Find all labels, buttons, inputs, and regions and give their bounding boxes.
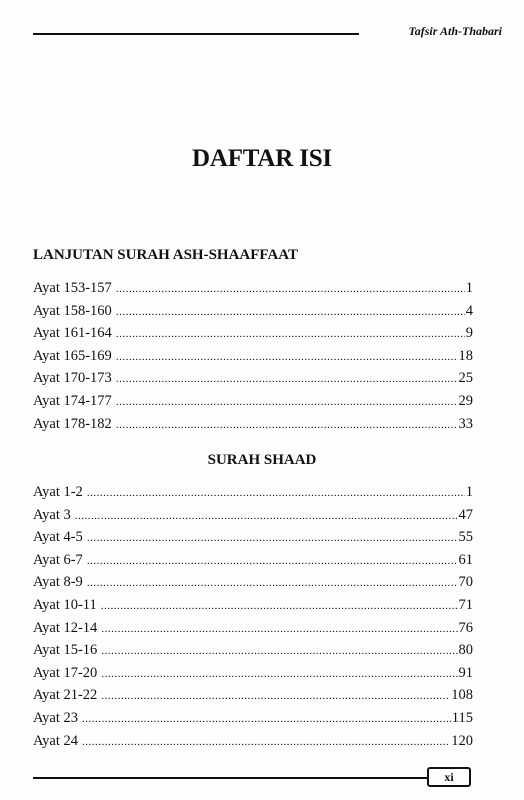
- toc-entry[interactable]: [33, 300, 473, 323]
- toc-entry[interactable]: [33, 481, 473, 504]
- toc-entry-label: Ayat 6-7: [33, 551, 83, 568]
- dot-leader: [101, 640, 457, 663]
- toc-entry-page: 33: [458, 415, 473, 432]
- page-title: DAFTAR ISI: [192, 145, 332, 172]
- toc-entry[interactable]: [33, 277, 473, 300]
- dot-leader: [82, 708, 451, 731]
- toc-entry-label: Ayat 3: [33, 506, 71, 523]
- toc-entry-page: 108: [451, 687, 473, 704]
- toc-entry-label: Ayat 15-16: [33, 642, 98, 659]
- toc-entry-page: 29: [458, 392, 473, 409]
- running-head: Tafsir Ath-Thabari: [408, 24, 502, 38]
- dot-leader: [82, 731, 450, 754]
- dot-leader: [116, 414, 458, 437]
- dot-leader: [116, 278, 465, 301]
- dot-leader: [75, 505, 458, 528]
- toc-entry[interactable]: [33, 504, 473, 527]
- toc-entry-page: 47: [458, 506, 473, 523]
- toc-entry-label: Ayat 10-11: [33, 596, 97, 613]
- toc-entry[interactable]: [33, 730, 473, 753]
- toc-entry-page: 70: [458, 574, 473, 591]
- toc-entry[interactable]: [33, 526, 473, 549]
- page-number-box: [427, 767, 471, 787]
- toc-entry[interactable]: [33, 345, 473, 368]
- dot-leader: [87, 482, 465, 505]
- dot-leader: [101, 618, 457, 641]
- toc-entry-label: Ayat 12-14: [33, 619, 98, 636]
- toc-entry-page: 80: [458, 642, 473, 659]
- toc-entry-label: Ayat 174-177: [33, 392, 112, 409]
- toc-entry[interactable]: [33, 594, 473, 617]
- dot-leader: [116, 323, 465, 346]
- dot-leader: [116, 346, 458, 369]
- toc-list-ash-shaaffaat: [33, 277, 473, 435]
- toc-entry[interactable]: [33, 367, 473, 390]
- toc-list-shaad: [33, 481, 473, 752]
- toc-entry-page: 1: [465, 484, 473, 500]
- toc-entry-label: Ayat 170-173: [33, 370, 112, 387]
- footer-rule: [33, 777, 427, 779]
- toc-entry-page: 25: [458, 370, 473, 387]
- dot-leader: [87, 550, 458, 573]
- toc-entry[interactable]: [33, 707, 473, 730]
- toc-entry[interactable]: [33, 322, 473, 345]
- toc-entry-label: Ayat 1-2: [33, 484, 83, 500]
- toc-entry-page: 55: [458, 529, 473, 546]
- dot-leader: [116, 301, 465, 324]
- toc-entry-label: Ayat 4-5: [33, 529, 83, 546]
- toc-entry-label: Ayat 24: [33, 732, 78, 749]
- toc-entry-label: Ayat 161-164: [33, 325, 112, 342]
- toc-entry[interactable]: [33, 413, 473, 436]
- toc-entry-page: 18: [458, 347, 473, 364]
- toc-entry[interactable]: [33, 571, 473, 594]
- page-number: xi: [444, 770, 454, 784]
- toc-entry-page: 91: [458, 664, 473, 681]
- dot-leader: [101, 663, 457, 686]
- toc-entry-page: 1: [465, 280, 473, 296]
- toc-entry[interactable]: [33, 549, 473, 572]
- toc-entry-label: Ayat 23: [33, 709, 78, 726]
- dot-leader: [87, 572, 458, 595]
- section-heading-ash-shaaffaat: LANJUTAN SURAH ASH-SHAAFFAAT: [33, 247, 299, 263]
- toc-entry-label: Ayat 17-20: [33, 664, 98, 681]
- header-rule: [33, 33, 359, 35]
- toc-entry-label: Ayat 21-22: [33, 687, 98, 704]
- toc-entry-label: Ayat 8-9: [33, 574, 83, 591]
- toc-entry-label: Ayat 165-169: [33, 347, 112, 364]
- toc-entry-label: Ayat 178-182: [33, 415, 112, 432]
- dot-leader: [87, 527, 458, 550]
- toc-entry[interactable]: [33, 684, 473, 707]
- toc-entry-page: 61: [458, 551, 473, 568]
- dot-leader: [101, 595, 458, 618]
- toc-entry-page: 120: [451, 732, 473, 749]
- toc-entry-page: 76: [458, 619, 473, 636]
- dot-leader: [116, 391, 458, 414]
- toc-entry[interactable]: [33, 662, 473, 685]
- toc-entry-page: 4: [465, 302, 473, 319]
- toc-entry-page: 71: [458, 596, 473, 613]
- section-heading-shaad: SURAH SHAAD: [207, 452, 317, 468]
- toc-entry-label: Ayat 153-157: [33, 280, 112, 296]
- toc-entry-page: 9: [465, 325, 473, 342]
- dot-leader: [101, 685, 450, 708]
- dot-leader: [116, 368, 458, 391]
- toc-entry[interactable]: [33, 639, 473, 662]
- toc-entry[interactable]: [33, 390, 473, 413]
- toc-entry-page: 115: [451, 709, 473, 726]
- toc-entry-label: Ayat 158-160: [33, 302, 112, 319]
- toc-entry[interactable]: [33, 617, 473, 640]
